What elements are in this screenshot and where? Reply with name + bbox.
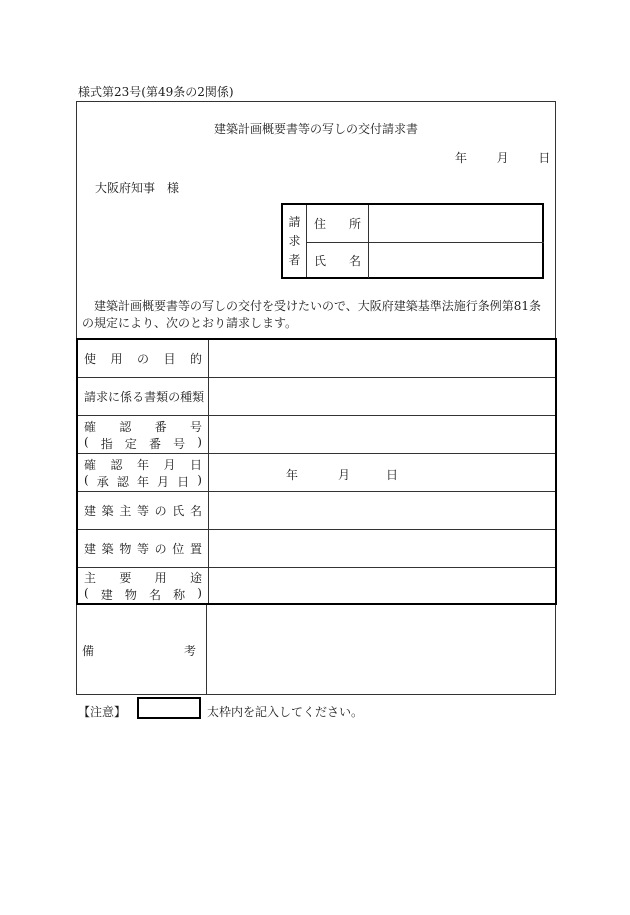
table-row <box>78 454 555 492</box>
building-location-field[interactable] <box>209 530 555 567</box>
addressee: 大阪府知事 様 <box>95 181 180 195</box>
owner-name-label: 建 築 主 等 の 氏 名 <box>78 492 209 529</box>
day-label: 日 <box>538 151 551 165</box>
confirmation-number-field[interactable] <box>209 416 555 453</box>
requester-address-row <box>307 205 544 243</box>
table-row <box>78 378 555 416</box>
name-label: 氏 名 <box>307 242 369 278</box>
request-date <box>455 149 550 166</box>
year-label: 年 <box>455 151 468 165</box>
form-title: 建築計画概要書等の写しの交付請求書 <box>213 122 418 136</box>
name-field[interactable] <box>369 242 544 278</box>
address-label: 住 所 <box>307 205 369 242</box>
remarks-field[interactable] <box>207 605 557 695</box>
table-row <box>78 568 555 603</box>
month-label: 月 <box>496 151 509 165</box>
bold-frame-sample <box>137 697 201 719</box>
purpose-label: 使 用 の 目 的 <box>78 340 209 377</box>
note-tag: 【注意】 <box>78 705 127 719</box>
confirmation-date-field[interactable]: 年 月 日 <box>286 468 399 482</box>
table-row <box>78 416 555 454</box>
address-field[interactable] <box>369 205 544 242</box>
table-row <box>78 340 555 378</box>
remarks-label: 備 考 <box>76 605 207 695</box>
document-type-label: 請 求 に 係 る 書 類 の 種 類 <box>78 378 209 415</box>
form-number: 様式第23号(第49条の2関係) <box>78 85 234 99</box>
request-statement: 建築計画概要書等の写しの交付を受けたいので、大阪府建築基準法施行条例第81条の規定により、次のとおり請求します。 <box>82 299 542 330</box>
main-use-label: 主 要 用 途 ( 建 物 名 称 ) <box>78 568 209 603</box>
table-row <box>78 530 555 568</box>
document-type-field[interactable] <box>209 378 555 415</box>
requester-label: 請 求 者 <box>283 205 307 277</box>
request-table <box>76 338 557 605</box>
main-use-field[interactable] <box>209 568 555 603</box>
remarks-row <box>76 605 557 695</box>
owner-name-field[interactable] <box>209 492 555 529</box>
building-location-label: 建 築 物 等 の 位 置 <box>78 530 209 567</box>
confirmation-number-label: 確 認 番 号 ( 指 定 番 号 ) <box>78 416 209 453</box>
table-row <box>78 492 555 530</box>
confirmation-date-label: 確 認 年 月 日 ( 承 認 年 月 日 ) <box>78 454 209 491</box>
note-text: 太枠内を記入してください。 <box>207 705 364 719</box>
purpose-field[interactable] <box>209 340 555 377</box>
requester-name-row <box>307 242 544 278</box>
requester-box <box>281 203 544 279</box>
